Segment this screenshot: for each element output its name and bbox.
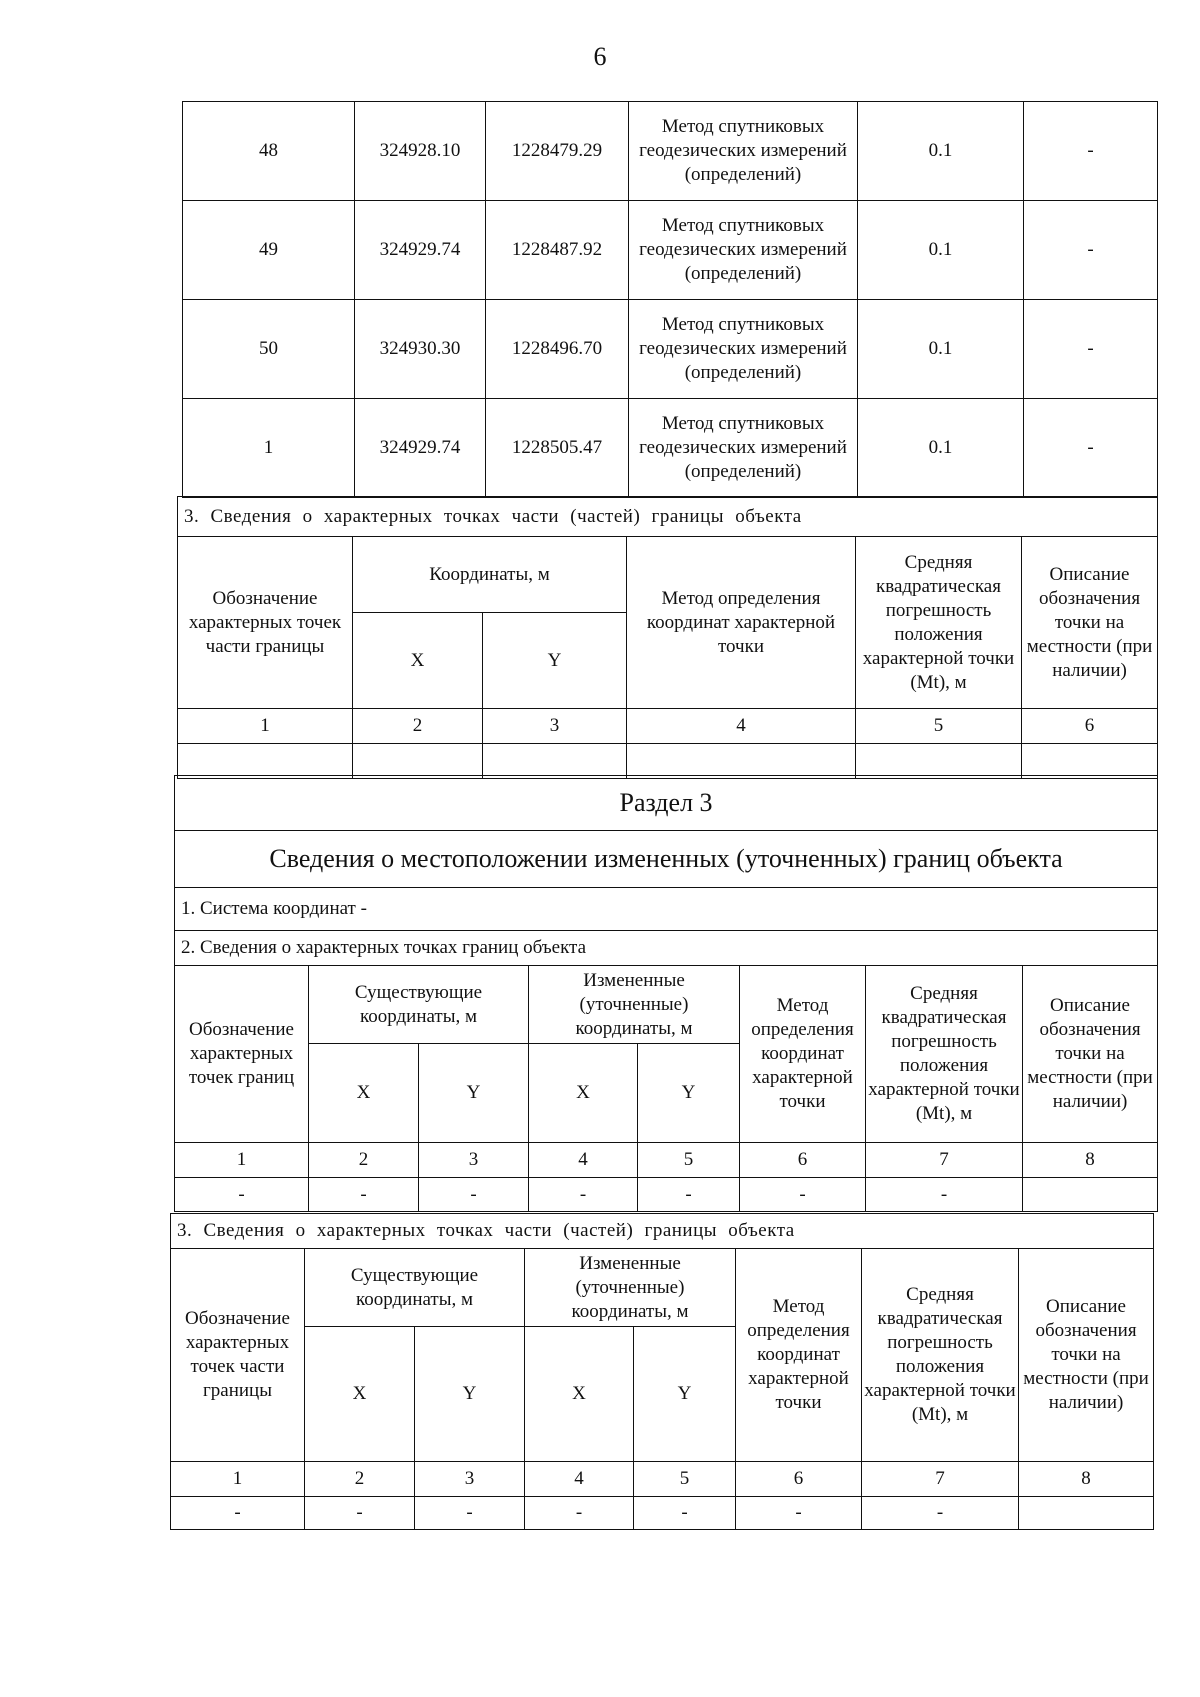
empty-cell <box>1022 744 1158 779</box>
table-cell: 2 <box>309 1143 419 1178</box>
table-cell: - <box>309 1178 419 1212</box>
coord-system: 1. Система координат - <box>175 888 1158 931</box>
table-cell <box>1023 1178 1158 1212</box>
table-cell: - <box>740 1178 866 1212</box>
coord-y: 1228479.29 <box>486 102 629 201</box>
col-header-designation: Обозначение характерных точек части границы <box>171 1249 305 1462</box>
table-row <box>183 201 1158 300</box>
col-header-coords: Координаты, м <box>353 537 627 613</box>
table-cell: - <box>634 1497 736 1530</box>
table-cell: 2 <box>305 1462 415 1497</box>
empty-cell <box>627 744 856 779</box>
error-mt: 0.1 <box>858 399 1024 498</box>
empty-cell <box>856 744 1022 779</box>
coord-y: 1228505.47 <box>486 399 629 498</box>
point-number: 1 <box>183 399 355 498</box>
description: - <box>1024 102 1158 201</box>
section3-table <box>174 775 1158 1212</box>
description: - <box>1024 399 1158 498</box>
table-cell: 4 <box>529 1143 638 1178</box>
section3-heading: Раздел 3 <box>175 776 1158 831</box>
empty-cell <box>178 744 353 779</box>
col-header-error: Средняя квадратическая погрешность положения характерной точки (Mt), м <box>856 537 1022 709</box>
table-cell: 4 <box>627 709 856 744</box>
table-row <box>175 1178 1158 1212</box>
points-title: 2. Сведения о характерных точках границ объекта <box>175 931 1158 966</box>
table-cell: - <box>305 1497 415 1530</box>
column-numbers-row <box>178 709 1158 744</box>
col-header-error: Средняя квадратическая погрешность положения характерной точки (Mt), м <box>866 966 1023 1143</box>
error-mt: 0.1 <box>858 201 1024 300</box>
method: Метод спутниковых геодезических измерений (определений) <box>629 201 858 300</box>
col-header-x: X <box>309 1044 419 1143</box>
table-cell: 8 <box>1023 1143 1158 1178</box>
empty-cell <box>353 744 483 779</box>
table-cell: 3 <box>415 1462 525 1497</box>
col-header-existing: Существующие координаты, м <box>305 1249 525 1327</box>
table-cell: - <box>175 1178 309 1212</box>
table-cell: 5 <box>634 1462 736 1497</box>
coord-y: 1228487.92 <box>486 201 629 300</box>
points-table-continuation <box>182 101 1158 498</box>
table-cell: 7 <box>866 1143 1023 1178</box>
method: Метод спутниковых геодезических измерений (определений) <box>629 399 858 498</box>
table-cell: 8 <box>1019 1462 1154 1497</box>
table-cell: - <box>866 1178 1023 1212</box>
table-row <box>183 102 1158 201</box>
col-header-y: Y <box>419 1044 529 1143</box>
table-cell: 3 <box>419 1143 529 1178</box>
error-mt: 0.1 <box>858 102 1024 201</box>
empty-cell <box>483 744 627 779</box>
table-row <box>183 399 1158 498</box>
col-header-y: Y <box>638 1044 740 1143</box>
method: Метод спутниковых геодезических измерений (определений) <box>629 102 858 201</box>
coord-x: 324929.74 <box>355 399 486 498</box>
point-number: 48 <box>183 102 355 201</box>
col-header-description: Описание обозначения точки на местности (при наличии) <box>1022 537 1158 709</box>
table-cell: 7 <box>862 1462 1019 1497</box>
table-cell: - <box>525 1497 634 1530</box>
table-cell: - <box>638 1178 740 1212</box>
col-header-existing: Существующие координаты, м <box>309 966 529 1044</box>
table-cell: - <box>171 1497 305 1530</box>
col-header-error: Средняя квадратическая погрешность положения характерной точки (Mt), м <box>862 1249 1019 1462</box>
col-header-y: Y <box>483 613 627 709</box>
table-cell: 4 <box>525 1462 634 1497</box>
col-header-description: Описание обозначения точки на местности (при наличии) <box>1023 966 1158 1143</box>
table-cell: - <box>736 1497 862 1530</box>
table-cell: 6 <box>740 1143 866 1178</box>
coord-x: 324929.74 <box>355 201 486 300</box>
col-header-x: X <box>525 1327 634 1462</box>
error-mt: 0.1 <box>858 300 1024 399</box>
table-cell: - <box>862 1497 1019 1530</box>
col-header-method: Метод определения координат характерной точки <box>627 537 856 709</box>
point-number: 50 <box>183 300 355 399</box>
table-cell: 2 <box>353 709 483 744</box>
col-header-y: Y <box>415 1327 525 1462</box>
table-row <box>183 300 1158 399</box>
col-header-changed: Измененные (уточненные) координаты, м <box>529 966 740 1044</box>
table-cell: - <box>529 1178 638 1212</box>
coord-y: 1228496.70 <box>486 300 629 399</box>
col-header-description: Описание обозначения точки на местности (при наличии) <box>1019 1249 1154 1462</box>
section3-subtitle: Сведения о местоположении измененных (уточненных) границ объекта <box>175 831 1158 888</box>
table-cell: 1 <box>171 1462 305 1497</box>
table-cell: - <box>415 1497 525 1530</box>
method: Метод спутниковых геодезических измерений (определений) <box>629 300 858 399</box>
table-cell: 3 <box>483 709 627 744</box>
description: - <box>1024 300 1158 399</box>
coord-x: 324928.10 <box>355 102 486 201</box>
table-cell: 1 <box>175 1143 309 1178</box>
col-header-x: X <box>305 1327 415 1462</box>
col-header-changed: Измененные (уточненные) координаты, м <box>525 1249 736 1327</box>
col-header-x: X <box>353 613 483 709</box>
table-cell: 6 <box>736 1462 862 1497</box>
table-cell: 5 <box>856 709 1022 744</box>
part-points-title: 3. Сведения о характерных точках части (частей) границы объекта <box>178 497 1158 537</box>
part-points-title: 3. Сведения о характерных точках части (частей) границы объекта <box>171 1214 1154 1249</box>
col-header-method: Метод определения координат характерной точки <box>740 966 866 1143</box>
col-header-designation: Обозначение характерных точек границ <box>175 966 309 1143</box>
description: - <box>1024 201 1158 300</box>
col-header-x: X <box>529 1044 638 1143</box>
part-points-table <box>177 496 1158 779</box>
table-row <box>171 1497 1154 1530</box>
table-cell: 6 <box>1022 709 1158 744</box>
section3-part-table <box>170 1213 1154 1530</box>
table-cell <box>1019 1497 1154 1530</box>
col-header-y: Y <box>634 1327 736 1462</box>
coord-x: 324930.30 <box>355 300 486 399</box>
column-numbers-row <box>171 1462 1154 1497</box>
table-cell: 5 <box>638 1143 740 1178</box>
page-number: 6 <box>593 42 607 71</box>
point-number: 49 <box>183 201 355 300</box>
col-header-designation: Обозначение характерных точек части границы <box>178 537 353 709</box>
column-numbers-row <box>175 1143 1158 1178</box>
table-cell: - <box>419 1178 529 1212</box>
table-cell: 1 <box>178 709 353 744</box>
col-header-method: Метод определения координат характерной точки <box>736 1249 862 1462</box>
